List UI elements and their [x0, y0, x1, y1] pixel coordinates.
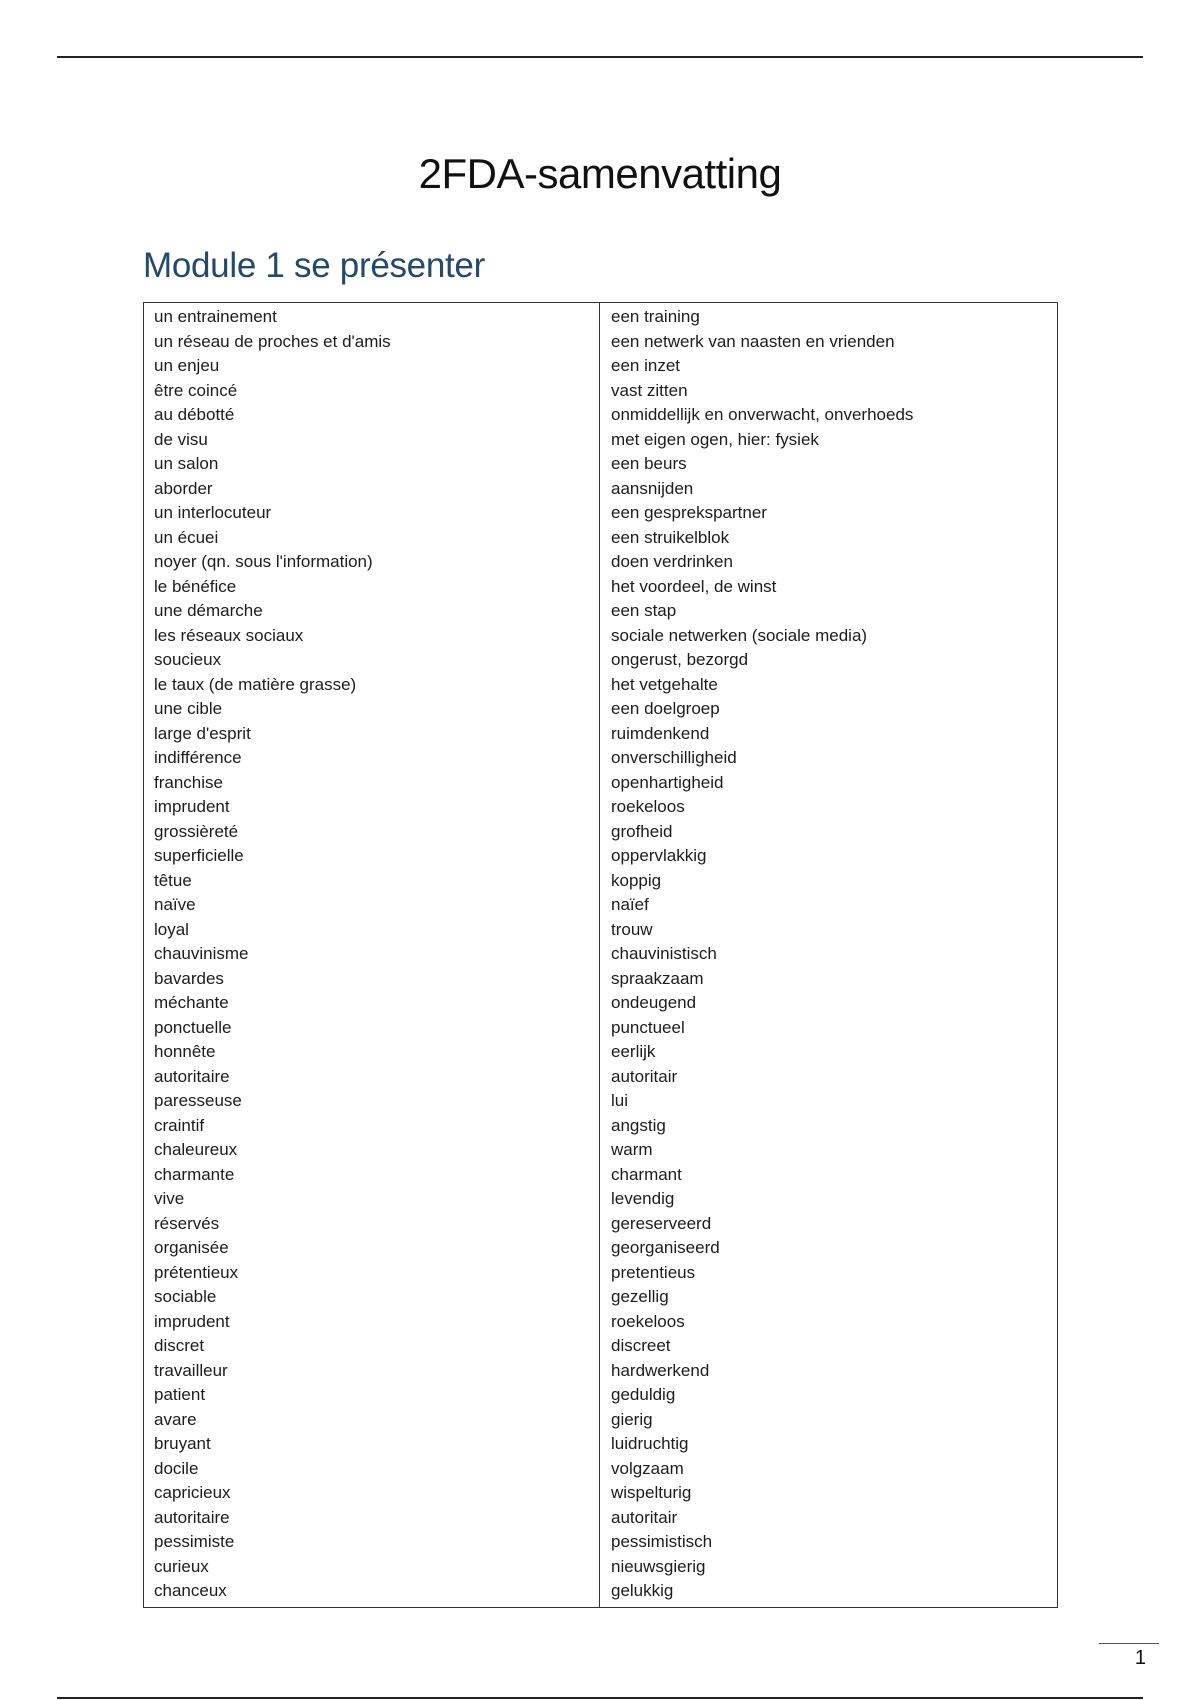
french-term: docile — [154, 1458, 199, 1478]
french-term: avare — [154, 1409, 197, 1429]
french-term: les réseaux sociaux — [154, 625, 304, 645]
dutch-translation: een beurs — [611, 454, 687, 473]
french-column — [154, 305, 594, 1604]
french-term: honnête — [154, 1042, 216, 1061]
dutch-translation: een training — [611, 307, 700, 326]
dutch-translation: nieuwsgierig — [611, 1556, 706, 1576]
french-term: franchise — [154, 772, 223, 792]
dutch-translation: pessimistisch — [611, 1532, 713, 1551]
dutch-translation: gereserveerd — [611, 1213, 712, 1233]
french-term: le bénéfice — [154, 576, 237, 596]
french-term: bruyant — [154, 1434, 211, 1453]
dutch-translation: eerlijk — [611, 1042, 656, 1061]
french-term: pessimiste — [154, 1532, 235, 1551]
column-divider — [599, 303, 600, 1607]
section-heading: Module 1 se présenter — [143, 246, 485, 285]
dutch-translation: sociale netwerken (sociale media) — [611, 625, 868, 645]
french-term: imprudent — [154, 1311, 230, 1331]
dutch-translation: warm — [611, 1140, 653, 1159]
dutch-translation: lui — [611, 1091, 629, 1110]
dutch-translation: openhartigheid — [611, 772, 724, 792]
french-term: aborder — [154, 478, 213, 498]
dutch-translation: roekeloos — [611, 797, 685, 816]
french-term: superficielle — [154, 846, 244, 865]
french-term: têtue — [154, 870, 192, 890]
french-term: paresseuse — [154, 1091, 242, 1110]
dutch-translation: een netwerk van naasten en vrienden — [611, 331, 895, 351]
french-term: un salon — [154, 454, 219, 473]
dutch-translation: grofheid — [611, 821, 673, 841]
document-title: 2FDA-samenvatting — [418, 150, 782, 197]
dutch-translation: doen verdrinken — [611, 552, 733, 571]
dutch-translation: luidruchtig — [611, 1434, 689, 1453]
french-term: sociable — [154, 1287, 217, 1306]
french-term: un interlocuteur — [154, 503, 272, 522]
french-term: charmante — [154, 1164, 235, 1184]
dutch-translation: chauvinistisch — [611, 944, 717, 963]
french-term: de visu — [154, 429, 208, 449]
french-term: craintif — [154, 1115, 205, 1135]
french-term: bavardes — [154, 968, 224, 988]
dutch-translation: het voordeel, de winst — [611, 576, 777, 596]
dutch-translation: onmiddellijk en onverwacht, onverhoeds — [611, 405, 914, 424]
french-term: le taux (de matière grasse) — [154, 674, 357, 694]
french-term: discret — [154, 1336, 205, 1355]
french-term: loyal — [154, 919, 189, 939]
header-rule — [57, 56, 1143, 58]
dutch-translation: met eigen ogen, hier: fysiek — [611, 429, 819, 449]
dutch-translation: oppervlakkig — [611, 846, 707, 865]
french-term: un enjeu — [154, 356, 220, 375]
french-term: ponctuelle — [154, 1017, 232, 1037]
dutch-translation: trouw — [611, 919, 653, 939]
dutch-translation: geduldig — [611, 1385, 676, 1404]
french-term: chanceux — [154, 1581, 227, 1600]
dutch-translation: vast zitten — [611, 380, 688, 400]
page-number-rule — [1099, 1643, 1159, 1644]
dutch-translation: gezellig — [611, 1287, 669, 1306]
dutch-translation: een gesprekspartner — [611, 503, 767, 522]
dutch-translation: gelukkig — [611, 1581, 674, 1600]
french-term: une cible — [154, 699, 223, 718]
french-term: chauvinisme — [154, 944, 249, 963]
french-term: large d'esprit — [154, 723, 251, 743]
dutch-translation: charmant — [611, 1164, 682, 1184]
french-term: autoritaire — [154, 1507, 230, 1527]
french-term: un entrainement — [154, 307, 277, 326]
french-term: réservés — [154, 1213, 220, 1233]
dutch-translation: ruimdenkend — [611, 723, 710, 743]
french-term: un écuei — [154, 527, 219, 547]
dutch-translation: een doelgroep — [611, 699, 720, 718]
dutch-translation: discreet — [611, 1336, 671, 1355]
french-term: noyer (qn. sous l'information) — [154, 552, 373, 571]
dutch-translation: een inzet — [611, 356, 680, 375]
french-term: vive — [154, 1189, 185, 1208]
french-term: une démarche — [154, 601, 263, 620]
dutch-translation: een stap — [611, 601, 677, 620]
french-term: capricieux — [154, 1483, 231, 1502]
dutch-translation: angstig — [611, 1115, 666, 1135]
french-term: patient — [154, 1385, 206, 1404]
french-term: grossièreté — [154, 821, 239, 841]
dutch-column — [611, 305, 1051, 1604]
french-term: soucieux — [154, 650, 222, 669]
dutch-translation: aansnijden — [611, 478, 694, 498]
dutch-translation: autoritair — [611, 1066, 678, 1086]
french-term: imprudent — [154, 797, 230, 816]
french-term: naïve — [154, 895, 196, 914]
dutch-translation: roekeloos — [611, 1311, 685, 1331]
dutch-translation: volgzaam — [611, 1458, 684, 1478]
dutch-translation: koppig — [611, 870, 662, 890]
french-term: autoritaire — [154, 1066, 230, 1086]
footer-rule — [57, 1697, 1143, 1699]
dutch-translation: ondeugend — [611, 993, 697, 1012]
french-term: indifférence — [154, 748, 242, 767]
dutch-translation: punctueel — [611, 1017, 685, 1037]
dutch-translation: wispelturig — [611, 1483, 692, 1502]
dutch-translation: ongerust, bezorgd — [611, 650, 749, 669]
french-term: au débotté — [154, 405, 235, 424]
dutch-translation: een struikelblok — [611, 527, 730, 547]
dutch-translation: levendig — [611, 1189, 675, 1208]
french-term: chaleureux — [154, 1140, 238, 1159]
french-term: travailleur — [154, 1360, 228, 1380]
french-term: curieux — [154, 1556, 209, 1576]
french-term: méchante — [154, 993, 229, 1012]
dutch-translation: hardwerkend — [611, 1360, 710, 1380]
dutch-translation: onverschilligheid — [611, 748, 737, 767]
dutch-translation: autoritair — [611, 1507, 678, 1527]
vocabulary-table — [143, 302, 1058, 1608]
french-term: un réseau de proches et d'amis — [154, 331, 391, 351]
dutch-translation: pretentieus — [611, 1262, 696, 1282]
dutch-translation: georganiseerd — [611, 1238, 720, 1257]
dutch-translation: naïef — [611, 895, 649, 914]
french-term: prétentieux — [154, 1262, 239, 1282]
dutch-translation: gierig — [611, 1409, 653, 1429]
page-number: 1 — [1134, 1647, 1146, 1669]
dutch-translation: het vetgehalte — [611, 674, 718, 694]
french-term: organisée — [154, 1238, 229, 1257]
french-term: être coincé — [154, 380, 238, 400]
dutch-translation: spraakzaam — [611, 968, 704, 988]
